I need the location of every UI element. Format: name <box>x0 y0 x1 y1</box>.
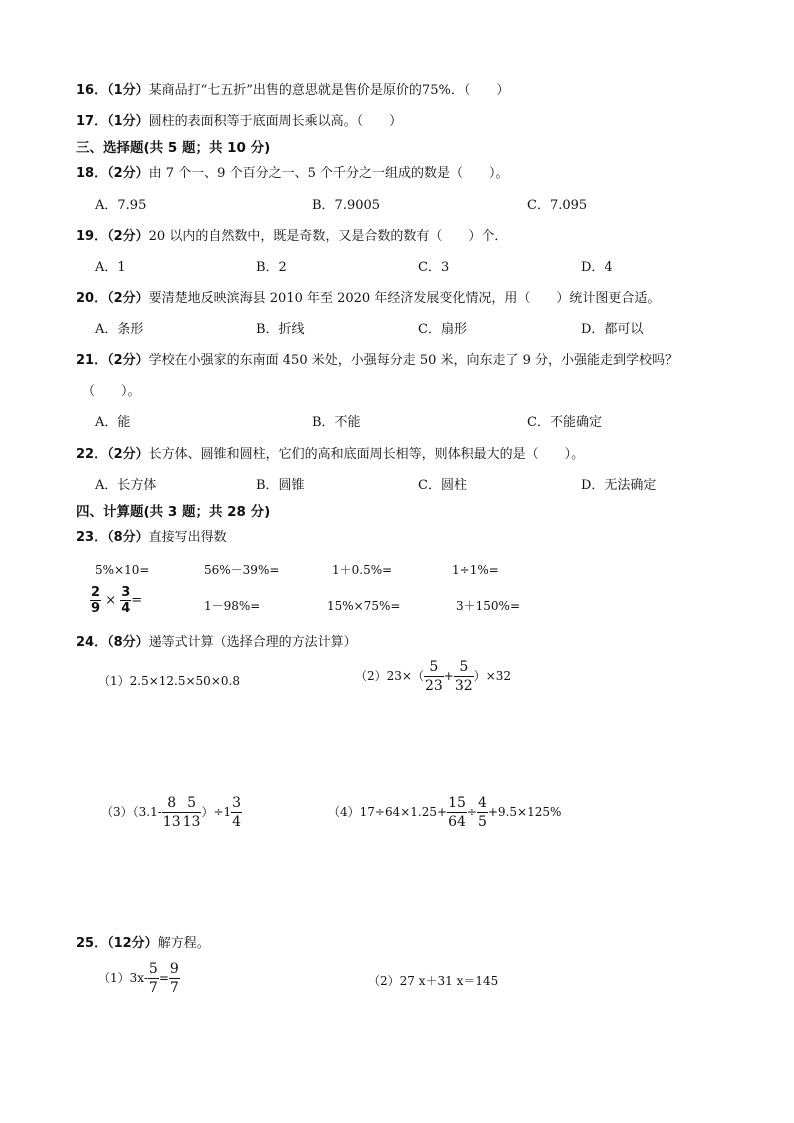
question-number: 17． <box>76 114 108 129</box>
fraction: $\frac{5}{7}$ <box>148 961 158 996</box>
calc-item: 1÷1%= <box>452 563 499 577</box>
question-text: 长方体、圆锥和圆柱，它们的高和底面周长相等，则体积最大的是（ ）。 <box>148 447 585 462</box>
question-number: 18． <box>76 166 108 181</box>
option-a: A．能 <box>95 415 131 430</box>
question-19 <box>76 228 507 246</box>
calc-item: 1＋0.5%= <box>332 563 393 577</box>
calc-item: 5%×10= <box>95 563 150 577</box>
option-c: C．扇形 <box>418 322 467 337</box>
option-d: D．无法确定 <box>581 478 657 493</box>
fraction: $\frac{9}{7}$ <box>169 961 179 996</box>
option-a: A．长方体 <box>95 478 157 493</box>
option-a: A．7.95 <box>95 198 147 213</box>
question-score: （2分） <box>107 229 149 244</box>
question-score: （2分） <box>107 291 149 306</box>
option-c: C．3 <box>418 260 450 275</box>
problem-2: （2）23×（ $\frac{5}{23}$ + $\frac{5}{32}$ ）×32 <box>355 659 512 694</box>
question-text: 某商品打“七五折”出售的意思就是售价是原价的75%．（ ） <box>148 83 510 98</box>
question-text: 要清楚地反映滨海县 2010 年至 2020 年经济发展变化情况，用（ ）统计图更合适。 <box>148 291 661 306</box>
question-20 <box>76 290 660 308</box>
calc-item: 3＋150%= <box>456 599 520 613</box>
fraction: $\frac{2}{9}$ <box>91 585 101 616</box>
calc-item: 1－98%= <box>204 599 261 613</box>
option-c: C．圆柱 <box>418 478 467 493</box>
question-25 <box>76 935 210 953</box>
fraction: $\frac{8}{13}$ <box>162 795 181 830</box>
option-c: C．7.095 <box>527 198 588 213</box>
option-a: A．条形 <box>95 322 144 337</box>
question-text: 由 7 个一、9 个百分之一、5 个千分之一组成的数是（ ）。 <box>148 166 509 181</box>
fraction: $\frac{4}{5}$ <box>477 795 487 830</box>
section-title-choice: 三、选择题(共 5 题；共 10 分) <box>76 140 271 156</box>
question-text: 直接写出得数 <box>148 530 227 545</box>
option-b: B．不能 <box>312 415 361 430</box>
question-number: 21． <box>76 353 108 368</box>
question-score: （2分） <box>107 353 149 368</box>
question-21-blank: （ ）。 <box>82 384 141 399</box>
question-text: 学校在小强家的东南面 450 米处，小强每分走 50 米，向东走了 9 分，小强能走到学校吗？ <box>148 353 679 368</box>
question-number: 19． <box>76 229 108 244</box>
question-16 <box>76 82 509 100</box>
question-22 <box>76 446 584 464</box>
question-17 <box>76 113 402 131</box>
question-score: （8分） <box>107 635 149 650</box>
question-text: 圆柱的表面积等于底面周长乘以高。（ ） <box>148 114 403 129</box>
question-score: （2分） <box>107 166 149 181</box>
option-b: B．2 <box>256 260 287 275</box>
problem-3: （3）（3.1- $\frac{8}{13}$ $\frac{5}{13}$ ）÷1 $\frac{3}{4}$ <box>101 795 242 830</box>
section-title-calculation: 四、计算题(共 3 题；共 28 分) <box>76 504 271 520</box>
question-21 <box>76 352 678 370</box>
question-number: 16． <box>76 83 108 98</box>
option-b: B．7.9005 <box>312 198 381 213</box>
question-23 <box>76 529 227 547</box>
option-c: C．不能确定 <box>527 415 602 430</box>
problem-1: （1）2.5×12.5×50×0.8 <box>98 674 240 688</box>
option-d: D．都可以 <box>581 322 644 337</box>
calc-item: 56%－39%= <box>204 563 280 577</box>
problem-4: （4）17÷64×1.25+ $\frac{15}{64}$ ÷ $\frac{4}{5}$ +9.5×125% <box>328 795 562 830</box>
equation-2: （2）27 x＋31 x＝145 <box>368 974 499 988</box>
question-score: （12分） <box>107 936 158 951</box>
question-number: 22． <box>76 447 108 462</box>
question-text: 解方程。 <box>157 936 210 951</box>
fraction: $\frac{5}{13}$ <box>182 795 201 830</box>
question-text: 递等式计算（选择合理的方法计算） <box>148 635 357 650</box>
equation-1: （1）3x- $\frac{5}{7}$ = $\frac{9}{7}$ <box>98 961 179 996</box>
question-number: 25． <box>76 936 108 951</box>
calc-item: 15%×75%= <box>327 599 401 613</box>
question-text: 20 以内的自然数中，既是奇数，又是合数的数有（ ）个． <box>148 229 508 244</box>
fraction: $\frac{5}{32}$ <box>454 659 473 694</box>
fraction: $\frac{15}{64}$ <box>448 795 466 830</box>
option-d: D．4 <box>581 260 613 275</box>
question-score: （1分） <box>107 83 149 98</box>
option-b: B．折线 <box>256 322 305 337</box>
question-number: 24． <box>76 635 108 650</box>
fraction: $\frac{3}{4}$ <box>232 795 242 830</box>
fraction: $\frac{3}{4}$ <box>121 585 131 616</box>
fraction: $\frac{5}{23}$ <box>424 659 443 694</box>
option-b: B．圆锥 <box>256 478 305 493</box>
question-score: （1分） <box>107 114 149 129</box>
question-18 <box>76 165 508 183</box>
question-number: 20． <box>76 291 108 306</box>
question-score: （2分） <box>107 447 149 462</box>
calc-item-fraction: $\frac{2}{9}$ × $\frac{3}{4}$ = <box>91 585 143 616</box>
question-24 <box>76 634 357 652</box>
question-number: 23． <box>76 530 108 545</box>
question-score: （8分） <box>107 530 149 545</box>
option-a: A．1 <box>95 260 126 275</box>
